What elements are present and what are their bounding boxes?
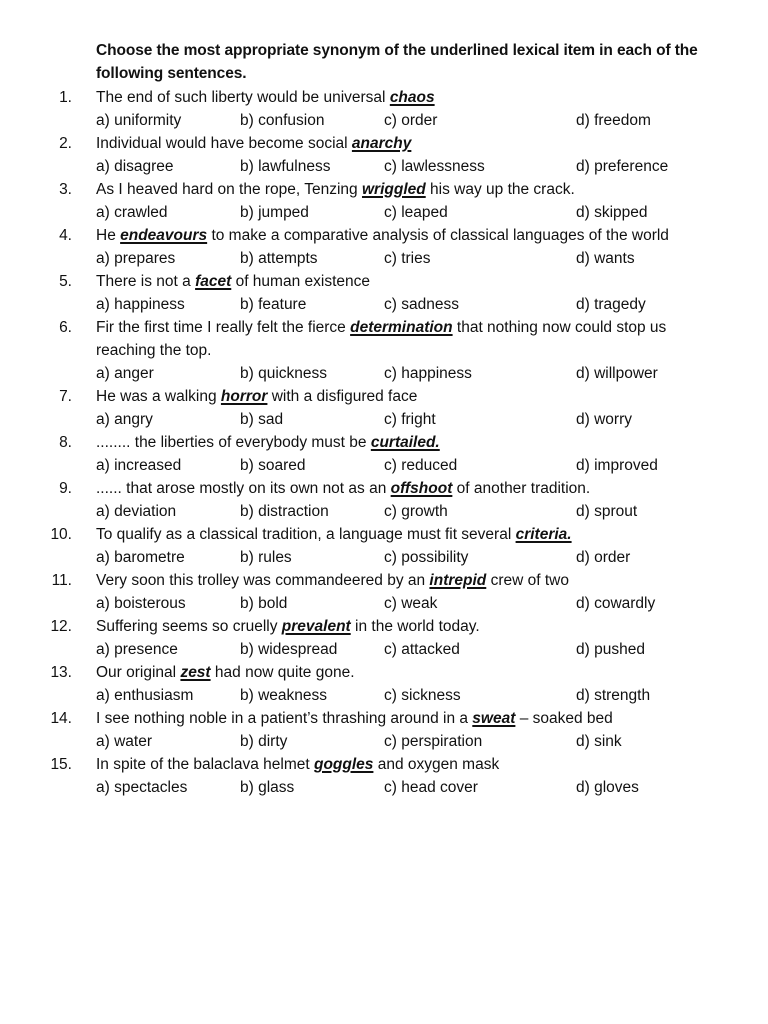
question-item	[0, 178, 768, 224]
underlined-keyword: chaos	[389, 89, 435, 106]
question-number: 12.	[50, 618, 72, 635]
option-c[interactable]: c) tries	[384, 250, 431, 267]
question-sentence	[96, 385, 696, 408]
question-item	[0, 753, 768, 799]
sentence-before: In spite of the balaclava helmet	[96, 756, 314, 773]
option-a[interactable]: a) angry	[96, 411, 153, 428]
underlined-keyword: sweat	[472, 710, 516, 727]
sentence-after: in the world today.	[350, 618, 480, 635]
question-sentence	[96, 477, 696, 500]
question-sentence	[96, 132, 696, 155]
sentence-after: and oxygen mask	[373, 756, 500, 773]
question-number: 11.	[51, 572, 72, 589]
option-d[interactable]: d) worry	[576, 411, 632, 428]
option-b[interactable]: b) widespread	[240, 641, 338, 658]
underlined-keyword: goggles	[314, 756, 374, 773]
option-b[interactable]: b) bold	[240, 595, 288, 612]
option-d[interactable]: d) skipped	[576, 204, 648, 221]
question-item	[0, 431, 768, 477]
underlined-keyword: prevalent	[281, 618, 351, 635]
underlined-keyword: wriggled	[361, 181, 426, 198]
option-b[interactable]: b) feature	[240, 296, 307, 313]
option-c[interactable]: c) reduced	[384, 457, 458, 474]
option-row	[0, 638, 768, 661]
option-row	[0, 362, 768, 385]
underlined-keyword: offshoot	[390, 480, 453, 497]
option-c[interactable]: c) possibility	[384, 549, 469, 566]
question-sentence	[96, 707, 696, 730]
question-sentence	[96, 753, 696, 776]
option-row	[0, 408, 768, 431]
option-d[interactable]: d) improved	[576, 457, 658, 474]
option-c[interactable]: c) happiness	[384, 365, 472, 382]
option-c[interactable]: c) fright	[384, 411, 436, 428]
question-item	[0, 132, 768, 178]
underlined-keyword: facet	[195, 273, 232, 290]
option-a[interactable]: a) spectacles	[96, 779, 188, 796]
question-sentence	[96, 270, 696, 293]
option-c[interactable]: c) head cover	[384, 779, 478, 796]
underlined-keyword: endeavours	[120, 227, 208, 244]
sentence-before: There is not a	[96, 273, 196, 290]
underlined-keyword: criteria.	[515, 526, 572, 543]
option-d[interactable]: d) wants	[576, 250, 635, 267]
question-sentence	[96, 224, 696, 247]
option-a[interactable]: a) water	[96, 733, 152, 750]
sentence-before: He was a walking	[96, 388, 221, 405]
question-number: 1.	[59, 89, 72, 106]
question-number: 8.	[59, 434, 72, 451]
option-d[interactable]: d) pushed	[576, 641, 645, 658]
option-d[interactable]: d) preference	[576, 158, 669, 175]
option-d[interactable]: d) willpower	[576, 365, 658, 382]
sentence-before: Our original	[96, 664, 181, 681]
option-c[interactable]: c) weak	[384, 595, 438, 612]
option-d[interactable]: d) order	[576, 549, 631, 566]
question-number: 5.	[59, 273, 72, 290]
option-row	[0, 247, 768, 270]
option-d[interactable]: d) cowardly	[576, 595, 656, 612]
option-row	[0, 776, 768, 799]
question-item	[0, 86, 768, 132]
option-b[interactable]: b) confusion	[240, 112, 325, 129]
sentence-before: Fir the first time I really felt the fierce	[96, 319, 351, 336]
underlined-keyword: horror	[220, 388, 268, 405]
option-row	[0, 592, 768, 615]
question-item	[0, 224, 768, 270]
sentence-before: As I heaved hard on the rope, Tenzing	[96, 181, 362, 198]
sentence-before: ........ the liberties of everybody must be	[96, 434, 371, 451]
question-number: 15.	[50, 756, 72, 773]
option-c[interactable]: c) growth	[384, 503, 448, 520]
sentence-before: Suffering seems so cruelly	[96, 618, 282, 635]
sentence-before: The end of such liberty would be universal	[96, 89, 390, 106]
sentence-after: of another tradition.	[452, 480, 591, 497]
question-number: 13.	[50, 664, 72, 681]
sentence-after: with a disfigured face	[267, 388, 418, 405]
question-number: 6.	[59, 319, 72, 336]
option-a[interactable]: a) increased	[96, 457, 182, 474]
underlined-keyword: curtailed.	[370, 434, 440, 451]
underlined-keyword: intrepid	[429, 572, 487, 589]
option-row	[0, 155, 768, 178]
option-b[interactable]: b) quickness	[240, 365, 328, 382]
option-d[interactable]: d) gloves	[576, 779, 639, 796]
question-item	[0, 270, 768, 316]
option-row	[0, 293, 768, 316]
option-c[interactable]: c) sickness	[384, 687, 461, 704]
option-c[interactable]: c) leaped	[384, 204, 448, 221]
option-b[interactable]: b) distraction	[240, 503, 329, 520]
option-d[interactable]: d) strength	[576, 687, 651, 704]
question-number: 3.	[59, 181, 72, 198]
question-sentence	[96, 178, 696, 201]
question-number: 2.	[59, 135, 72, 152]
option-b[interactable]: b) dirty	[240, 733, 288, 750]
option-c[interactable]: c) sadness	[384, 296, 459, 313]
underlined-keyword: anarchy	[351, 135, 412, 152]
question-number: 7.	[59, 388, 72, 405]
option-a[interactable]: a) happiness	[96, 296, 185, 313]
question-list	[0, 86, 768, 799]
sentence-after: his way up the crack.	[425, 181, 575, 198]
sentence-after: that nothing now could stop us reaching the top.	[96, 319, 667, 359]
question-number: 10.	[50, 526, 72, 543]
question-sentence	[96, 569, 696, 592]
sentence-before: Individual would have become social	[96, 135, 352, 152]
underlined-keyword: zest	[180, 664, 211, 681]
option-b[interactable]: b) soared	[240, 457, 306, 474]
option-b[interactable]: b) jumped	[240, 204, 309, 221]
sentence-after: to make a comparative analysis of classical languages of the world	[207, 227, 669, 244]
option-a[interactable]: a) barometre	[96, 549, 185, 566]
sentence-after: had now quite gone.	[210, 664, 355, 681]
option-row	[0, 730, 768, 753]
question-sentence	[96, 615, 696, 638]
option-b[interactable]: b) sad	[240, 411, 284, 428]
question-item	[0, 316, 768, 385]
option-d[interactable]: d) sprout	[576, 503, 638, 520]
option-a[interactable]: a) anger	[96, 365, 154, 382]
question-item	[0, 615, 768, 661]
option-a[interactable]: a) prepares	[96, 250, 176, 267]
sentence-before: ...... that arose mostly on its own not as an	[96, 480, 391, 497]
sentence-after: crew of two	[486, 572, 569, 589]
option-a[interactable]: a) presence	[96, 641, 178, 658]
option-b[interactable]: b) lawfulness	[240, 158, 331, 175]
question-item	[0, 661, 768, 707]
option-b[interactable]: b) weakness	[240, 687, 328, 704]
question-number: 9.	[59, 480, 72, 497]
option-row	[0, 546, 768, 569]
question-item	[0, 477, 768, 523]
option-a[interactable]: a) uniformity	[96, 112, 182, 129]
option-row	[0, 500, 768, 523]
option-c[interactable]: c) order	[384, 112, 438, 129]
option-row	[0, 109, 768, 132]
option-c[interactable]: c) perspiration	[384, 733, 483, 750]
sentence-before: I see nothing noble in a patient’s thrashing around in a	[96, 710, 473, 727]
option-row	[0, 454, 768, 477]
sentence-before: To qualify as a classical tradition, a language must fit several	[96, 526, 516, 543]
option-a[interactable]: a) deviation	[96, 503, 177, 520]
option-c[interactable]: c) lawlessness	[384, 158, 485, 175]
option-row	[0, 201, 768, 224]
option-d[interactable]: d) tragedy	[576, 296, 646, 313]
question-sentence	[96, 661, 696, 684]
option-a[interactable]: a) enthusiasm	[96, 687, 194, 704]
question-item	[0, 385, 768, 431]
underlined-keyword: determination	[350, 319, 453, 336]
sentence-before: Very soon this trolley was commandeered by an	[96, 572, 430, 589]
instruction-heading: Choose the most appropriate synonym of the underlined lexical item in each of the following sentences.	[96, 42, 698, 82]
option-a[interactable]: a) boisterous	[96, 595, 186, 612]
option-c[interactable]: c) attacked	[384, 641, 460, 658]
question-sentence	[96, 316, 696, 362]
option-a[interactable]: a) crawled	[96, 204, 168, 221]
question-sentence	[96, 431, 696, 454]
option-b[interactable]: b) glass	[240, 779, 295, 796]
question-sentence	[96, 86, 696, 109]
question-item	[0, 523, 768, 569]
sentence-before: He	[96, 227, 121, 244]
option-d[interactable]: d) sink	[576, 733, 622, 750]
question-item	[0, 569, 768, 615]
option-b[interactable]: b) attempts	[240, 250, 318, 267]
sentence-after: of human existence	[231, 273, 370, 290]
option-d[interactable]: d) freedom	[576, 112, 651, 129]
question-item	[0, 707, 768, 753]
question-number: 14.	[50, 710, 72, 727]
option-b[interactable]: b) rules	[240, 549, 292, 566]
question-number: 4.	[59, 227, 72, 244]
option-row	[0, 684, 768, 707]
option-a[interactable]: a) disagree	[96, 158, 174, 175]
sentence-after: – soaked bed	[515, 710, 613, 727]
question-sentence	[96, 523, 696, 546]
